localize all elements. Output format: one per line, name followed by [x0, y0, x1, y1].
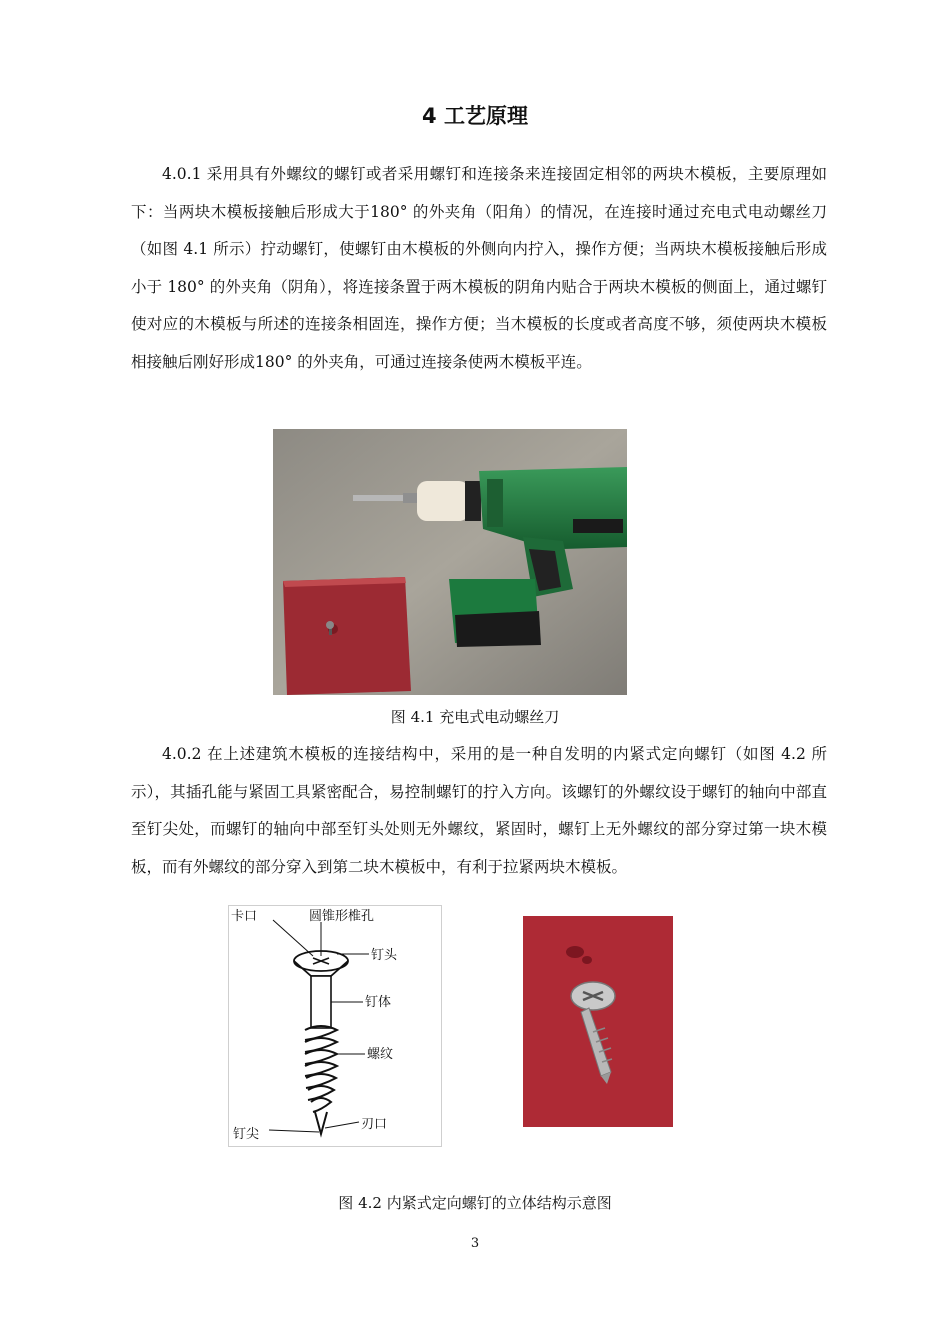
figure-4-1-photo: [273, 429, 627, 695]
paragraph-4-0-2: 4.0.2 在上述建筑木模板的连接结构中，采用的是一种自发明的内紧式定向螺钉（如图 4.2 所示），其插孔能与紧固工具紧密配合，易控制螺钉的拧入方向。该螺钉的外螺纹设于螺钉的轴向中部直至钉尖处，而螺钉的轴向中部至钉头处则无外螺纹，紧固时，螺钉上无外螺纹的部分穿过第一块木模板，而有外螺纹的部分穿入到第二块木模板中，有利于拉紧两块木模板。: [131, 745, 827, 876]
label-thread: 螺纹: [367, 1047, 394, 1062]
page-number: 3: [470, 1236, 480, 1251]
label-screw-head: 钉头: [371, 948, 398, 963]
label-kakou: 卡口: [231, 909, 258, 924]
figure-4-1-caption: 图 4.1 充电式电动螺丝刀: [390, 708, 560, 726]
label-screw-tip: 钉尖: [233, 1127, 260, 1142]
label-cone-hole: 圆锥形椎孔: [309, 909, 375, 924]
label-cutting-edge: 刃口: [361, 1117, 388, 1132]
figure-4-2-photo: [523, 916, 673, 1127]
label-screw-body: 钉体: [365, 995, 392, 1010]
section-title: 4 工艺原理: [422, 104, 528, 128]
figure-4-2-caption: 图 4.2 内紧式定向螺钉的立体结构示意图: [338, 1194, 612, 1212]
paragraph-4-0-1: 4.0.1 采用具有外螺纹的螺钉或者采用螺钉和连接条来连接固定相邻的两块木模板，主要原理如下：当两块木模板接触后形成大于180° 的外夹角（阳角）的情况，在连接时通过充电式电动螺丝刀（如图 4.1 所示）拧动螺钉，使螺钉由木模板的外侧向内拧入，操作方便；当两块木模板接触后形成小于 180° 的外夹角（阴角），将连接条置于两木模板的阴角内贴合于两块木模板的侧面上，通过螺钉使对应的木模板与所述的连接条相固连，操作方便；当木模板的长度或者高度不够，须使两块木模板相接触后刚好形成180° 的外夹角，可通过连接条使两木模板平连。: [131, 165, 827, 371]
screw-on-red-board-image: [523, 916, 673, 1127]
figure-4-2-diagram: [228, 905, 442, 1147]
cordless-screwdriver-image: [273, 429, 627, 695]
screw-structure-diagram: [229, 906, 441, 1146]
screw-shank-shape: [311, 976, 331, 1028]
